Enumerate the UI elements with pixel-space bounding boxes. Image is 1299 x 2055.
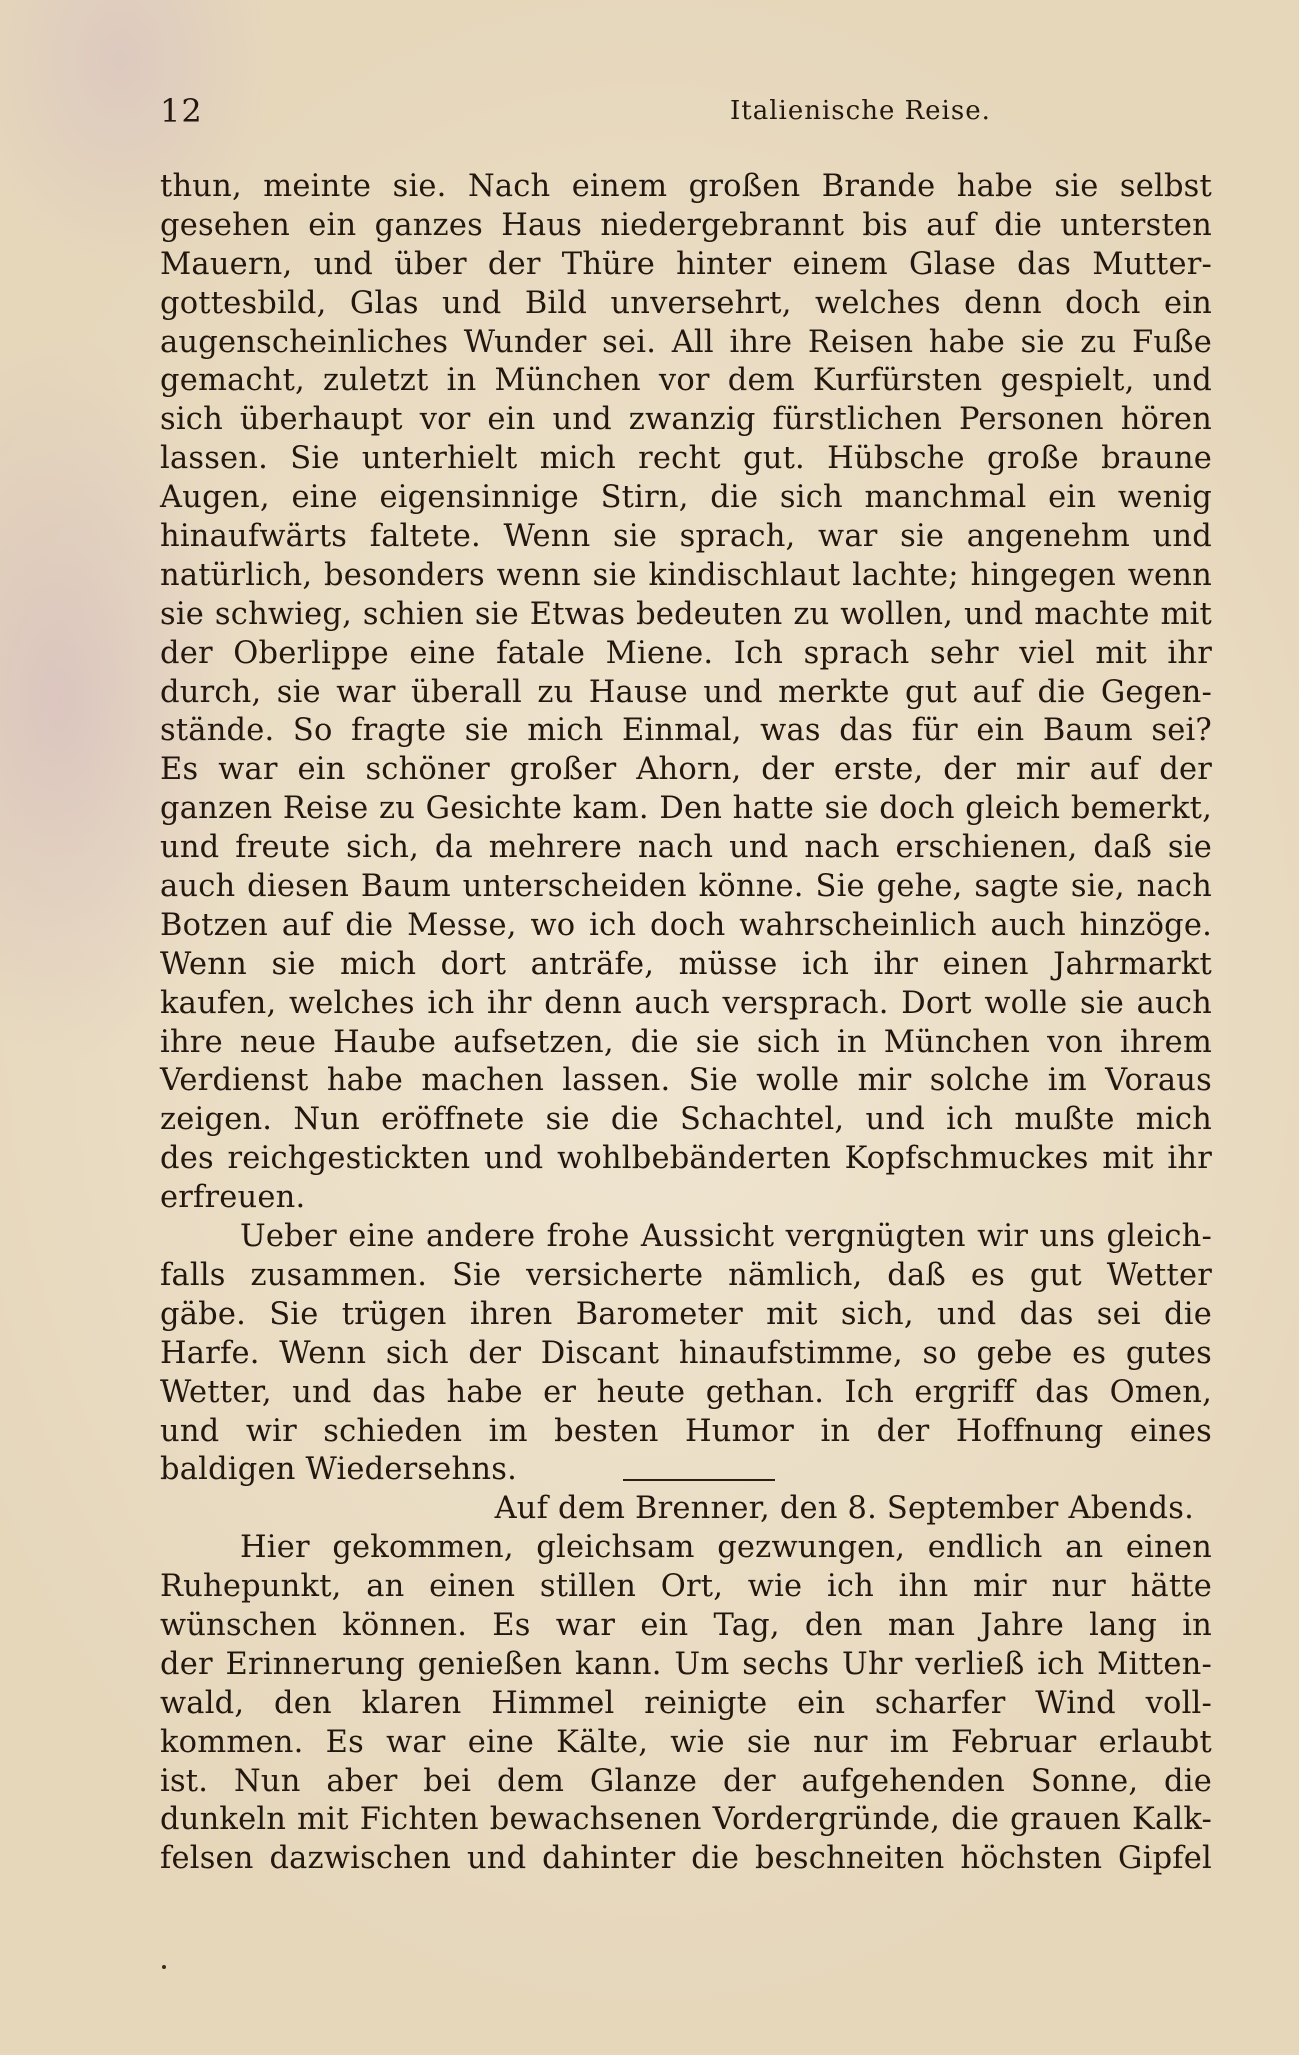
text-line: auch diesen Baum unterscheiden könne. Sie gehe, sagte sie, nach bbox=[160, 869, 1212, 905]
text-line: durch, sie war überall zu Hause und merkte gut auf die Gegen- bbox=[160, 674, 1212, 710]
text-line: ist. Nun aber bei dem Glanze der aufgehenden Sonne, die bbox=[160, 1763, 1212, 1799]
text-line: gesehen ein ganzes Haus niedergebrannt bis auf die untersten bbox=[160, 207, 1212, 243]
text-line: kommen. Es war eine Kälte, wie sie nur im Februar erlaubt bbox=[160, 1724, 1212, 1760]
text-line: augenscheinliches Wunder sei. All ihre Reisen habe sie zu Fuße bbox=[160, 324, 1212, 360]
running-head bbox=[160, 92, 1210, 140]
text-line: zeigen. Nun eröffnete sie die Schachtel, und ich mußte mich bbox=[160, 1102, 1212, 1138]
text-line: Harfe. Wenn sich der Discant hinaufstimme, so gebe es gutes bbox=[160, 1335, 1212, 1371]
text-line: dunkeln mit Fichten bewachsenen Vordergründe, die grauen Kalk- bbox=[160, 1802, 1212, 1838]
text-line: wald, den klaren Himmel reinigte ein scharfer Wind voll- bbox=[160, 1685, 1212, 1721]
text-line: gäbe. Sie trügen ihren Barometer mit sich, und das sei die bbox=[160, 1296, 1212, 1332]
text-line: des reichgestickten und wohlbebänderten Kopfschmuckes mit ihr bbox=[160, 1141, 1212, 1177]
ink-speck bbox=[162, 1965, 166, 1969]
section-separator-rule bbox=[623, 1479, 775, 1481]
text-line bbox=[160, 1451, 1212, 1490]
running-title: Italienische Reise. bbox=[730, 96, 991, 126]
text-line: Verdienst habe machen lassen. Sie wolle mir solche im Voraus bbox=[160, 1063, 1212, 1099]
text-line: ganzen Reise zu Gesichte kam. Den hatte sie doch gleich bemerkt, bbox=[160, 791, 1212, 827]
text-line: gemacht, zuletzt in München vor dem Kurfürsten gespielt, und bbox=[160, 363, 1212, 399]
text-line: Ruhepunkt, an einen stillen Ort, wie ich ihn mir nur hätte bbox=[160, 1569, 1212, 1605]
text-line: lassen. Sie unterhielt mich recht gut. Hübsche große braune bbox=[160, 441, 1212, 477]
text-line: ihre neue Haube aufsetzen, die sie sich in München von ihrem bbox=[160, 1024, 1212, 1060]
text-line: stände. So fragte sie mich Einmal, was das für ein Baum sei? bbox=[160, 713, 1212, 749]
text-line: der Erinnerung genießen kann. Um sechs Uhr verließ ich Mitten- bbox=[160, 1646, 1212, 1682]
page-number: 12 bbox=[160, 92, 203, 130]
text-line: hinaufwärts faltete. Wenn sie sprach, war sie angenehm und bbox=[160, 519, 1212, 555]
text-line: gottesbild, Glas und Bild unversehrt, welches denn doch ein bbox=[160, 285, 1212, 321]
text-line: thun, meinte sie. Nach einem großen Brande habe sie selbst bbox=[160, 169, 1212, 204]
text-line: Wenn sie mich dort anträfe, müsse ich ihr einen Jahrmarkt bbox=[160, 946, 1212, 982]
text-line: Augen, eine eigensinnige Stirn, die sich manchmal ein wenig bbox=[160, 480, 1212, 516]
text-line: falls zusammen. Sie versicherte nämlich, daß es gut Wetter bbox=[160, 1257, 1212, 1293]
text-line: felsen dazwischen und dahinter die beschneiten höchsten Gipfel bbox=[160, 1841, 1212, 1877]
text-line: sich überhaupt vor ein und zwanzig fürstlichen Personen hören bbox=[160, 402, 1212, 438]
main-text bbox=[160, 168, 1212, 1879]
text-line: kaufen, welches ich ihr denn auch versprach. Dort wolle sie auch bbox=[160, 985, 1212, 1021]
text-line: erfreuen. bbox=[160, 1180, 306, 1216]
text-line: und wir schieden im besten Humor in der Hoffnung eines bbox=[160, 1413, 1212, 1449]
text-line: wünschen können. Es war ein Tag, den man Jahre lang in bbox=[160, 1607, 1212, 1643]
text-line: natürlich, besonders wenn sie kindischlaut lachte; hingegen wenn bbox=[160, 557, 1212, 593]
text-line: Mauern, und über der Thüre hinter einem Glase das Mutter- bbox=[160, 246, 1212, 282]
dateline: Auf dem Brenner, den 8. September Abends. bbox=[494, 1491, 1194, 1527]
text-line: sie schwieg, schien sie Etwas bedeuten zu wollen, und machte mit bbox=[160, 596, 1212, 632]
text-line: Botzen auf die Messe, wo ich doch wahrscheinlich auch hinzöge. bbox=[160, 907, 1212, 943]
text-line: Ueber eine andere frohe Aussicht vergnügten wir uns gleich- bbox=[240, 1219, 1212, 1255]
text-line: Hier gekommen, gleichsam gezwungen, endlich an einen bbox=[240, 1530, 1212, 1566]
text-line: der Oberlippe eine fatale Miene. Ich sprach sehr viel mit ihr bbox=[160, 635, 1212, 671]
text-line: Wetter, und das habe er heute gethan. Ich ergriff das Omen, bbox=[160, 1374, 1212, 1410]
text-line-end: baldigen Wiedersehns. bbox=[160, 1452, 517, 1488]
text-line: und freute sich, da mehrere nach und nach erschienen, daß sie bbox=[160, 830, 1212, 866]
text-line: Es war ein schöner großer Ahorn, der erste, der mir auf der bbox=[160, 752, 1212, 788]
